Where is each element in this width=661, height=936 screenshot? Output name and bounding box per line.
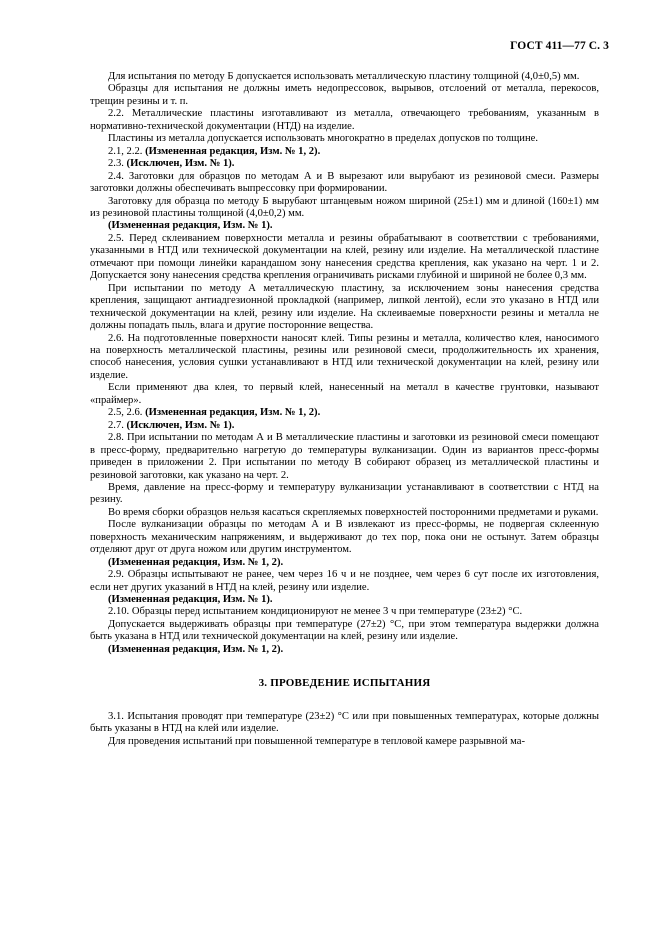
paragraph-text: 2.9. Образцы испытывают не ранее, чем через 16 ч и не позднее, чем через 6 сут после их изготовления, если нет других указаний в НТД на клей, резину или изделие.	[90, 569, 599, 593]
body-text	[90, 71, 599, 748]
paragraph	[90, 133, 599, 145]
paragraph	[90, 432, 599, 482]
paragraph	[90, 333, 599, 383]
paragraph	[90, 619, 599, 644]
paragraph	[90, 482, 599, 507]
paragraph	[90, 283, 599, 333]
paragraph	[90, 507, 599, 519]
paragraph-text: После вулканизации образцы по методам А и В извлекают из пресс-формы, не подвергая склеенную поверхность механическим напряжениям, и выдерживают до тех пор, пока они не остынут. Затем образцы отделяют друг от друга ножом или другим инструментом.	[90, 519, 599, 556]
paragraph	[90, 569, 599, 594]
amendment-note: (Измененная редакция, Изм. № 1, 2).	[145, 145, 321, 157]
amendment-note: (Измененная редакция, Изм. № 1).	[108, 220, 273, 232]
paragraph	[90, 108, 599, 133]
paragraph-text: Для проведения испытаний при повышенной температуре в тепловой камере разрывной ма-	[108, 735, 526, 747]
paragraph	[90, 146, 599, 158]
paragraph	[90, 644, 599, 656]
paragraph	[90, 220, 599, 232]
paragraph-text: Если применяют два клея, то первый клей, нанесенный на металл в качестве грунтовки, называют «праймер».	[90, 382, 599, 406]
paragraph	[90, 407, 599, 419]
paragraph-text: 3.1. Испытания проводят при температуре (23±2) °С или при повышенных температурах, которые должны быть указаны в НТД на клей или изделие.	[90, 710, 599, 735]
amendment-note: (Исключен, Изм. № 1).	[126, 419, 235, 431]
paragraph-text: Пластины из металла допускается использовать многократно в пределах допусков по толщине.	[108, 133, 538, 145]
paragraph-text: Образцы для испытания не должны иметь недопрессовок, вырывов, отслоений от металла, перекосов, трещин резины и т. п.	[90, 83, 599, 107]
paragraph	[90, 711, 599, 736]
paragraph	[90, 158, 599, 170]
paragraph	[90, 171, 599, 196]
paragraph-text: Допускается выдерживать образцы при температуре (27±2) °С, при этом температура выдержки должна быть указана в НТД или технической документации на клей, резину или изделие.	[90, 618, 599, 643]
paragraph-text: Время, давление на пресс-форму и температуру вулканизации устанавливают в соответствии с НТД на резину.	[90, 481, 599, 506]
paragraph	[90, 519, 599, 556]
amendment-note: (Исключен, Изм. № 1).	[126, 158, 235, 170]
amendment-note: (Измененная редакция, Изм. № 1, 2).	[108, 643, 284, 655]
paragraph-text: 2.3.	[108, 158, 127, 170]
amendment-note: (Измененная редакция, Изм. № 1, 2).	[145, 407, 321, 419]
paragraph	[90, 382, 599, 407]
paragraph-text: 2.1, 2.2.	[108, 145, 146, 157]
paragraph-text: 2.5. Перед склеиванием поверхности металла и резины обрабатывают в соответствии с требованиями, указанными в НТД или технической документации на клей, резину или изделие. На металлической пластине отмечают при помощи линейки карандашом зону нанесения средства крепления, как указано на черт. 1 и 2. Допускается зону нанесения средства крепления ограничивать рисками глубиной и шириной не более 0,3 мм.	[90, 232, 599, 282]
paragraph-text: Для испытания по методу Б допускается использовать металлическую пластину толщиной (4,0±0,5) мм.	[108, 71, 580, 82]
amendment-note: (Измененная редакция, Изм. № 1, 2).	[108, 556, 284, 568]
paragraph	[90, 71, 599, 83]
paragraph-text: Заготовку для образца по методу Б вырубают штанцевым ножом шириной (25±1) мм и длиной (160±1) мм из резиновой пластины толщиной (4,0±0,2) мм.	[90, 195, 599, 219]
paragraph-text: 2.5, 2.6.	[108, 407, 146, 419]
section-paragraph-block	[90, 711, 599, 748]
paragraph-text: Во время сборки образцов нельзя касаться скрепляемых поверхностей посторонними предметами и руками.	[108, 506, 599, 518]
paragraph	[90, 233, 599, 283]
paragraph-text: 2.8. При испытании по методам А и В металлические пластины и заготовки из резиновой смеси помещают в пресс-форму, предварительно нагретую до температуры вулканизации. Один из вариантов пресс-формы приведен в приложении 2. При испытании по методу В собирают образец из металлической пластины и резиновой заготовки, как указано на черт. 2.	[90, 432, 599, 481]
paragraph	[90, 594, 599, 606]
paragraph-text: 2.2. Металлические пластины изготавливают из металла, отвечающего требованиям, указанным в нормативно-технической документации (НТД) на изделие.	[90, 108, 599, 132]
paragraph-text: При испытании по методу А металлическую пластину, за исключением зоны нанесения средства крепления, защищают антиадгезионной прокладкой (например, липкой лентой), если это указано в НТД или технической документации на клей, резину или изделие. На склеиваемые поверхности резины и металла не должны попадать пыль, влага и другие посторонние вещества.	[90, 282, 599, 332]
paragraph	[90, 420, 599, 432]
section-title: 3. ПРОВЕДЕНИЕ ИСПЫТАНИЯ	[258, 677, 431, 690]
paragraph-block	[90, 71, 599, 656]
paragraph-text: 2.7.	[108, 419, 127, 431]
paragraph	[90, 196, 599, 221]
page-header: ГОСТ 411—77 С. 3	[510, 40, 609, 52]
paragraph	[90, 606, 599, 618]
paragraph	[90, 736, 599, 748]
paragraph-text: 2.10. Образцы перед испытанием кондиционируют не менее 3 ч при температуре (23±2) °С.	[108, 606, 523, 618]
paragraph	[90, 557, 599, 569]
paragraph	[90, 83, 599, 108]
paragraph-text: 2.4. Заготовки для образцов по методам А и В вырезают или вырубают из резиновой смеси. Размеры заготовки должны обеспечивать выпрессовку при формировании.	[90, 170, 599, 195]
paragraph-text: 2.6. На подготовленные поверхности наносят клей. Типы резины и металла, количество клея, наносимого на поверхность металлической пластины, резины или резиновой смеси, продолжительность их хранения, способ нанесения, условия сушки устанавливают в НТД или технической документации на клей, резину или изделие.	[90, 332, 599, 381]
amendment-note: (Измененная редакция, Изм. № 1).	[108, 594, 273, 606]
